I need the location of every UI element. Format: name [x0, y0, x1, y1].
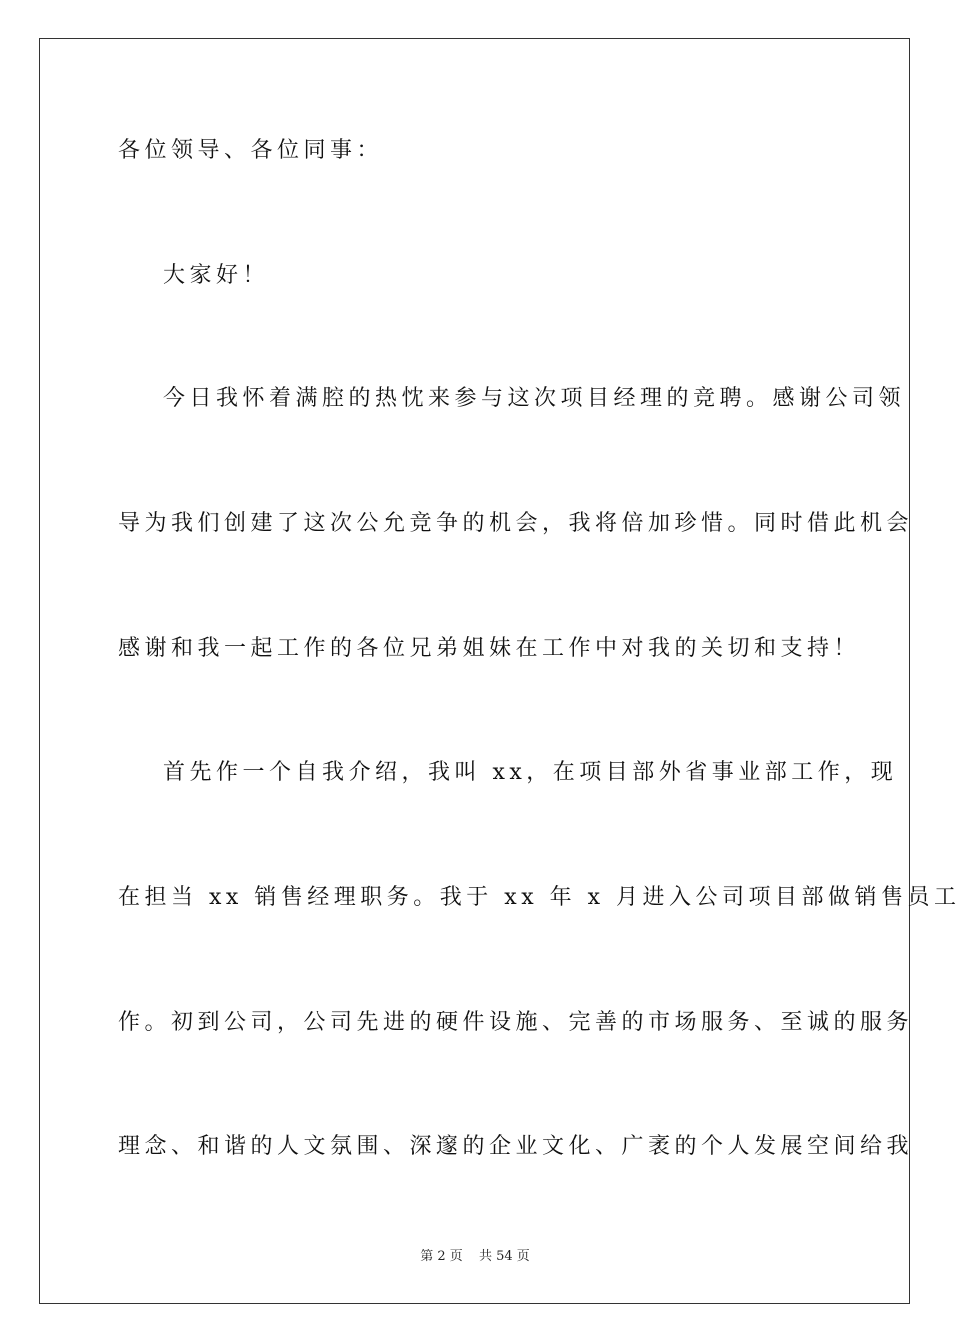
paragraph-line: 理念、和谐的人文氛围、深邃的企业文化、广袤的个人发展空间给我 — [118, 1134, 914, 1159]
page-total: 共 54 页 — [478, 1249, 530, 1264]
salutation-line: 各位领导、各位同事： — [118, 138, 384, 163]
page-border — [39, 38, 961, 1304]
paragraph-line: 在担当 xx 销售经理职务。我于 xx 年 x 月进入公司项目部做销售员工 — [118, 885, 961, 910]
paragraph-line: 作。初到公司，公司先进的硬件设施、完善的市场服务、至诚的服务 — [118, 1010, 914, 1035]
greeting-line: 大家好！ — [163, 263, 270, 288]
paragraph-line: 感谢和我一起工作的各位兄弟姐妹在工作中对我的关切和支持！ — [118, 636, 861, 661]
paragraph-line: 导为我们创建了这次公允竞争的机会，我将倍加珍惜。同时借此机会 — [118, 511, 914, 536]
paragraph-line: 今日我怀着满腔的热忱来参与这次项目经理的竞聘。感谢公司领 — [163, 386, 906, 411]
page-footer — [0, 1248, 950, 1266]
page-number: 第 2 页 — [420, 1249, 463, 1264]
paragraph-line: 首先作一个自我介绍，我叫 xx，在项目部外省事业部工作，现 — [163, 760, 898, 785]
